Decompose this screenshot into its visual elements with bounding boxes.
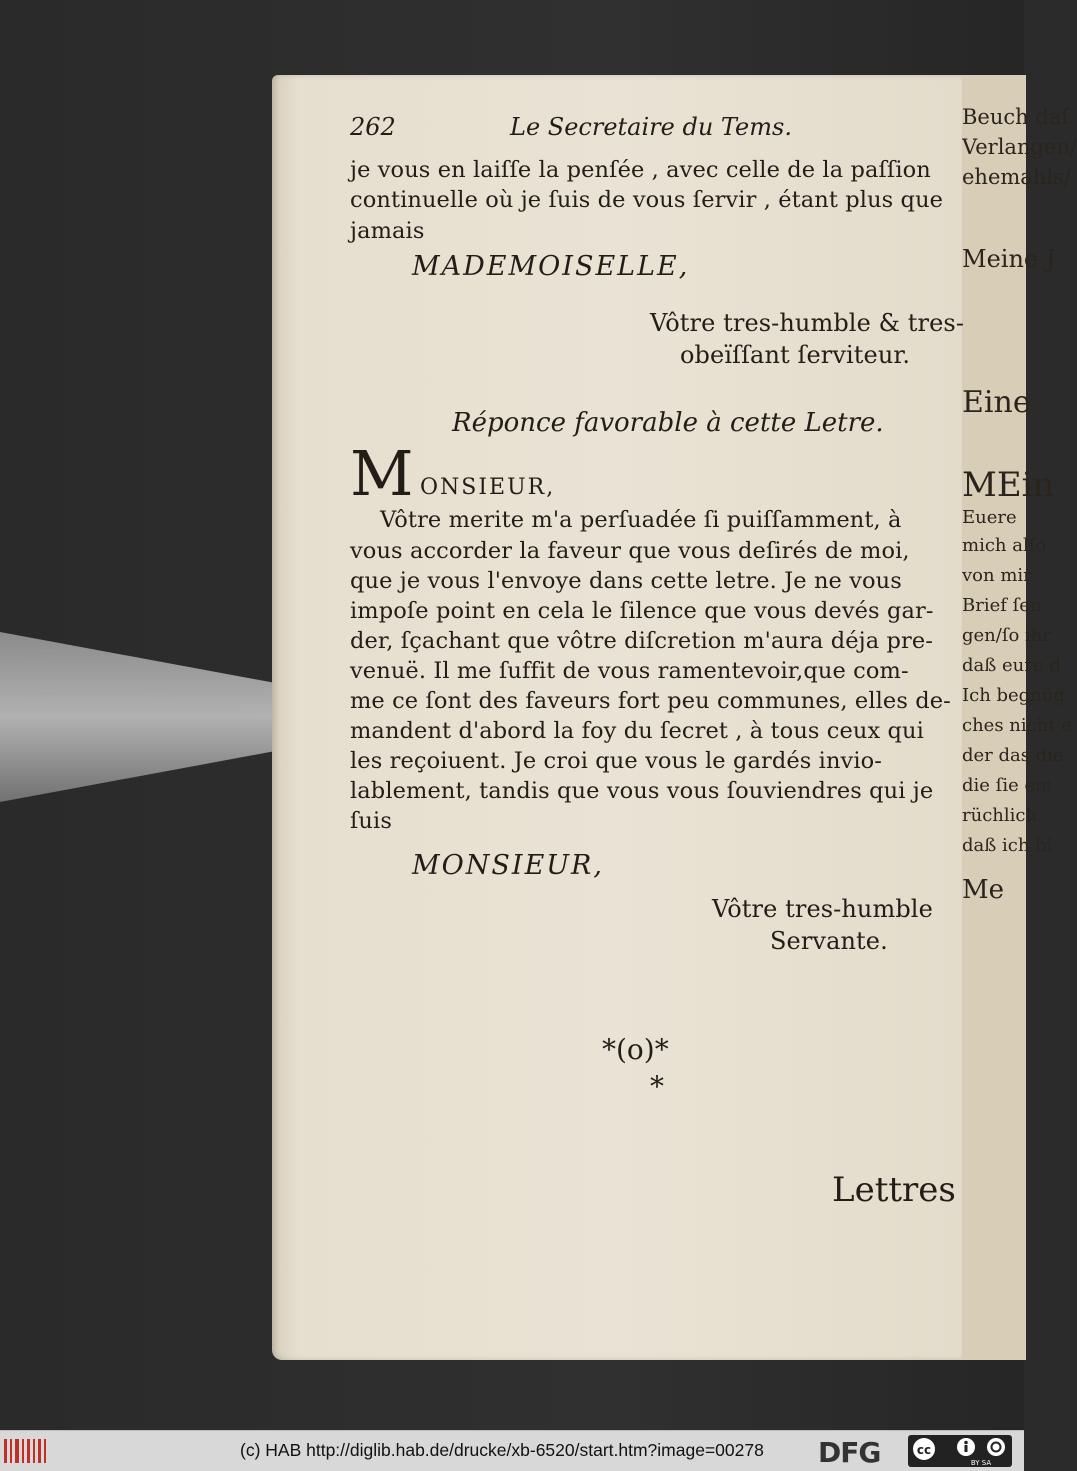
text-line: jamais	[350, 218, 425, 244]
text-line: les reçoiuent. Je croi que vous le gardés invio-	[350, 748, 883, 774]
text-line: ſuis	[350, 808, 392, 834]
section-heading: Réponce favorable à cette Letre.	[452, 408, 884, 438]
cc-license-icon	[908, 1435, 1012, 1467]
opposite-page-edge	[952, 75, 1077, 1360]
closing-line: Servante.	[770, 927, 888, 955]
text-line: me ce ſont des faveurs fort peu communes, elles de-	[350, 688, 951, 714]
credit-link[interactable]: (c) HAB http://diglib.hab.de/drucke/xb-6520/start.htm?image=00278	[240, 1440, 764, 1460]
opposite-page-line: daß ich bi	[962, 835, 1053, 856]
book-page	[272, 75, 965, 1360]
opposite-page-line: von mir	[962, 565, 1032, 586]
opposite-page-line: Beuch daſ	[962, 105, 1070, 129]
dfg-logo: DFG	[818, 1436, 881, 1469]
letter-opening: ONSIEUR,	[420, 475, 556, 500]
opposite-page-line: daß eure d	[962, 655, 1061, 676]
opposite-page-line: rüchlich	[962, 805, 1038, 826]
opposite-page-line: Brief ſen	[962, 595, 1042, 616]
svg-text:cc: cc	[916, 1443, 932, 1457]
catchword: Lettres	[832, 1170, 956, 1210]
text-line: continuelle où je ſuis de vous ſervir , étant plus que	[350, 187, 944, 213]
drop-cap: M	[350, 437, 414, 510]
opposite-page-line: die ſie em	[962, 775, 1053, 796]
text-line: vous accorder la faveur que vous deſirés de moi,	[350, 538, 910, 564]
text-line: je vous en laiſſe la penſée , avec celle de la paſſion	[350, 157, 931, 183]
salutation: MONSIEUR,	[412, 850, 604, 881]
ornament: *	[650, 1070, 664, 1103]
opposite-page-line: Me	[962, 875, 1005, 905]
closing-line: Vôtre tres-humble & tres-	[650, 309, 965, 337]
text-line: Vôtre merite m'a perſuadée ſi puiſſamment, à	[380, 507, 902, 533]
opposite-page-line: der das die	[962, 745, 1064, 766]
opposite-page-line: Euere	[962, 507, 1017, 528]
text-line: der, ſçachant que vôtre diſcretion m'aura déja pre-	[350, 628, 933, 654]
opposite-page-line: Ich begnüg	[962, 685, 1065, 706]
page-number: 262	[350, 113, 396, 141]
text-line: que je vous l'envoye dans cette letre. Je ne vous	[350, 568, 902, 594]
barcode-icon	[4, 1437, 48, 1465]
opposite-page-line: ehemahls/	[962, 165, 1071, 189]
footer-bar	[0, 1430, 1024, 1471]
opposite-page-line: mich alſo	[962, 535, 1047, 556]
opposite-page-line: Eine	[962, 385, 1031, 420]
ornament: *(o)*	[602, 1033, 669, 1066]
text-line: lablement, tandis que vous vous ſouviendres qui je	[350, 778, 934, 804]
license-label: BY SA	[970, 1459, 992, 1467]
opposite-page-line: Verlangen/	[962, 135, 1077, 159]
closing-line: obeïſſant ſerviteur.	[680, 341, 911, 369]
running-head-title: Le Secretaire du Tems.	[510, 113, 792, 141]
closing-line: Vôtre tres-humble	[712, 895, 933, 923]
opposite-page-line: gen/ſo ihr	[962, 625, 1052, 646]
opposite-page-line: Meine J	[962, 245, 1056, 273]
text-line: venuë. Il me ſuffit de vous ramentevoir,que com-	[350, 658, 909, 684]
opposite-page-line: MEin	[962, 465, 1055, 505]
salutation: MADEMOISELLE,	[412, 251, 690, 282]
text-line: mandent d'abord la foy du ſecret , à tous ceux qui	[350, 718, 924, 744]
opposite-page-line: ches nicht e	[962, 715, 1072, 736]
text-line: impoſe point en cela le ſilence que vous devés gar-	[350, 598, 934, 624]
